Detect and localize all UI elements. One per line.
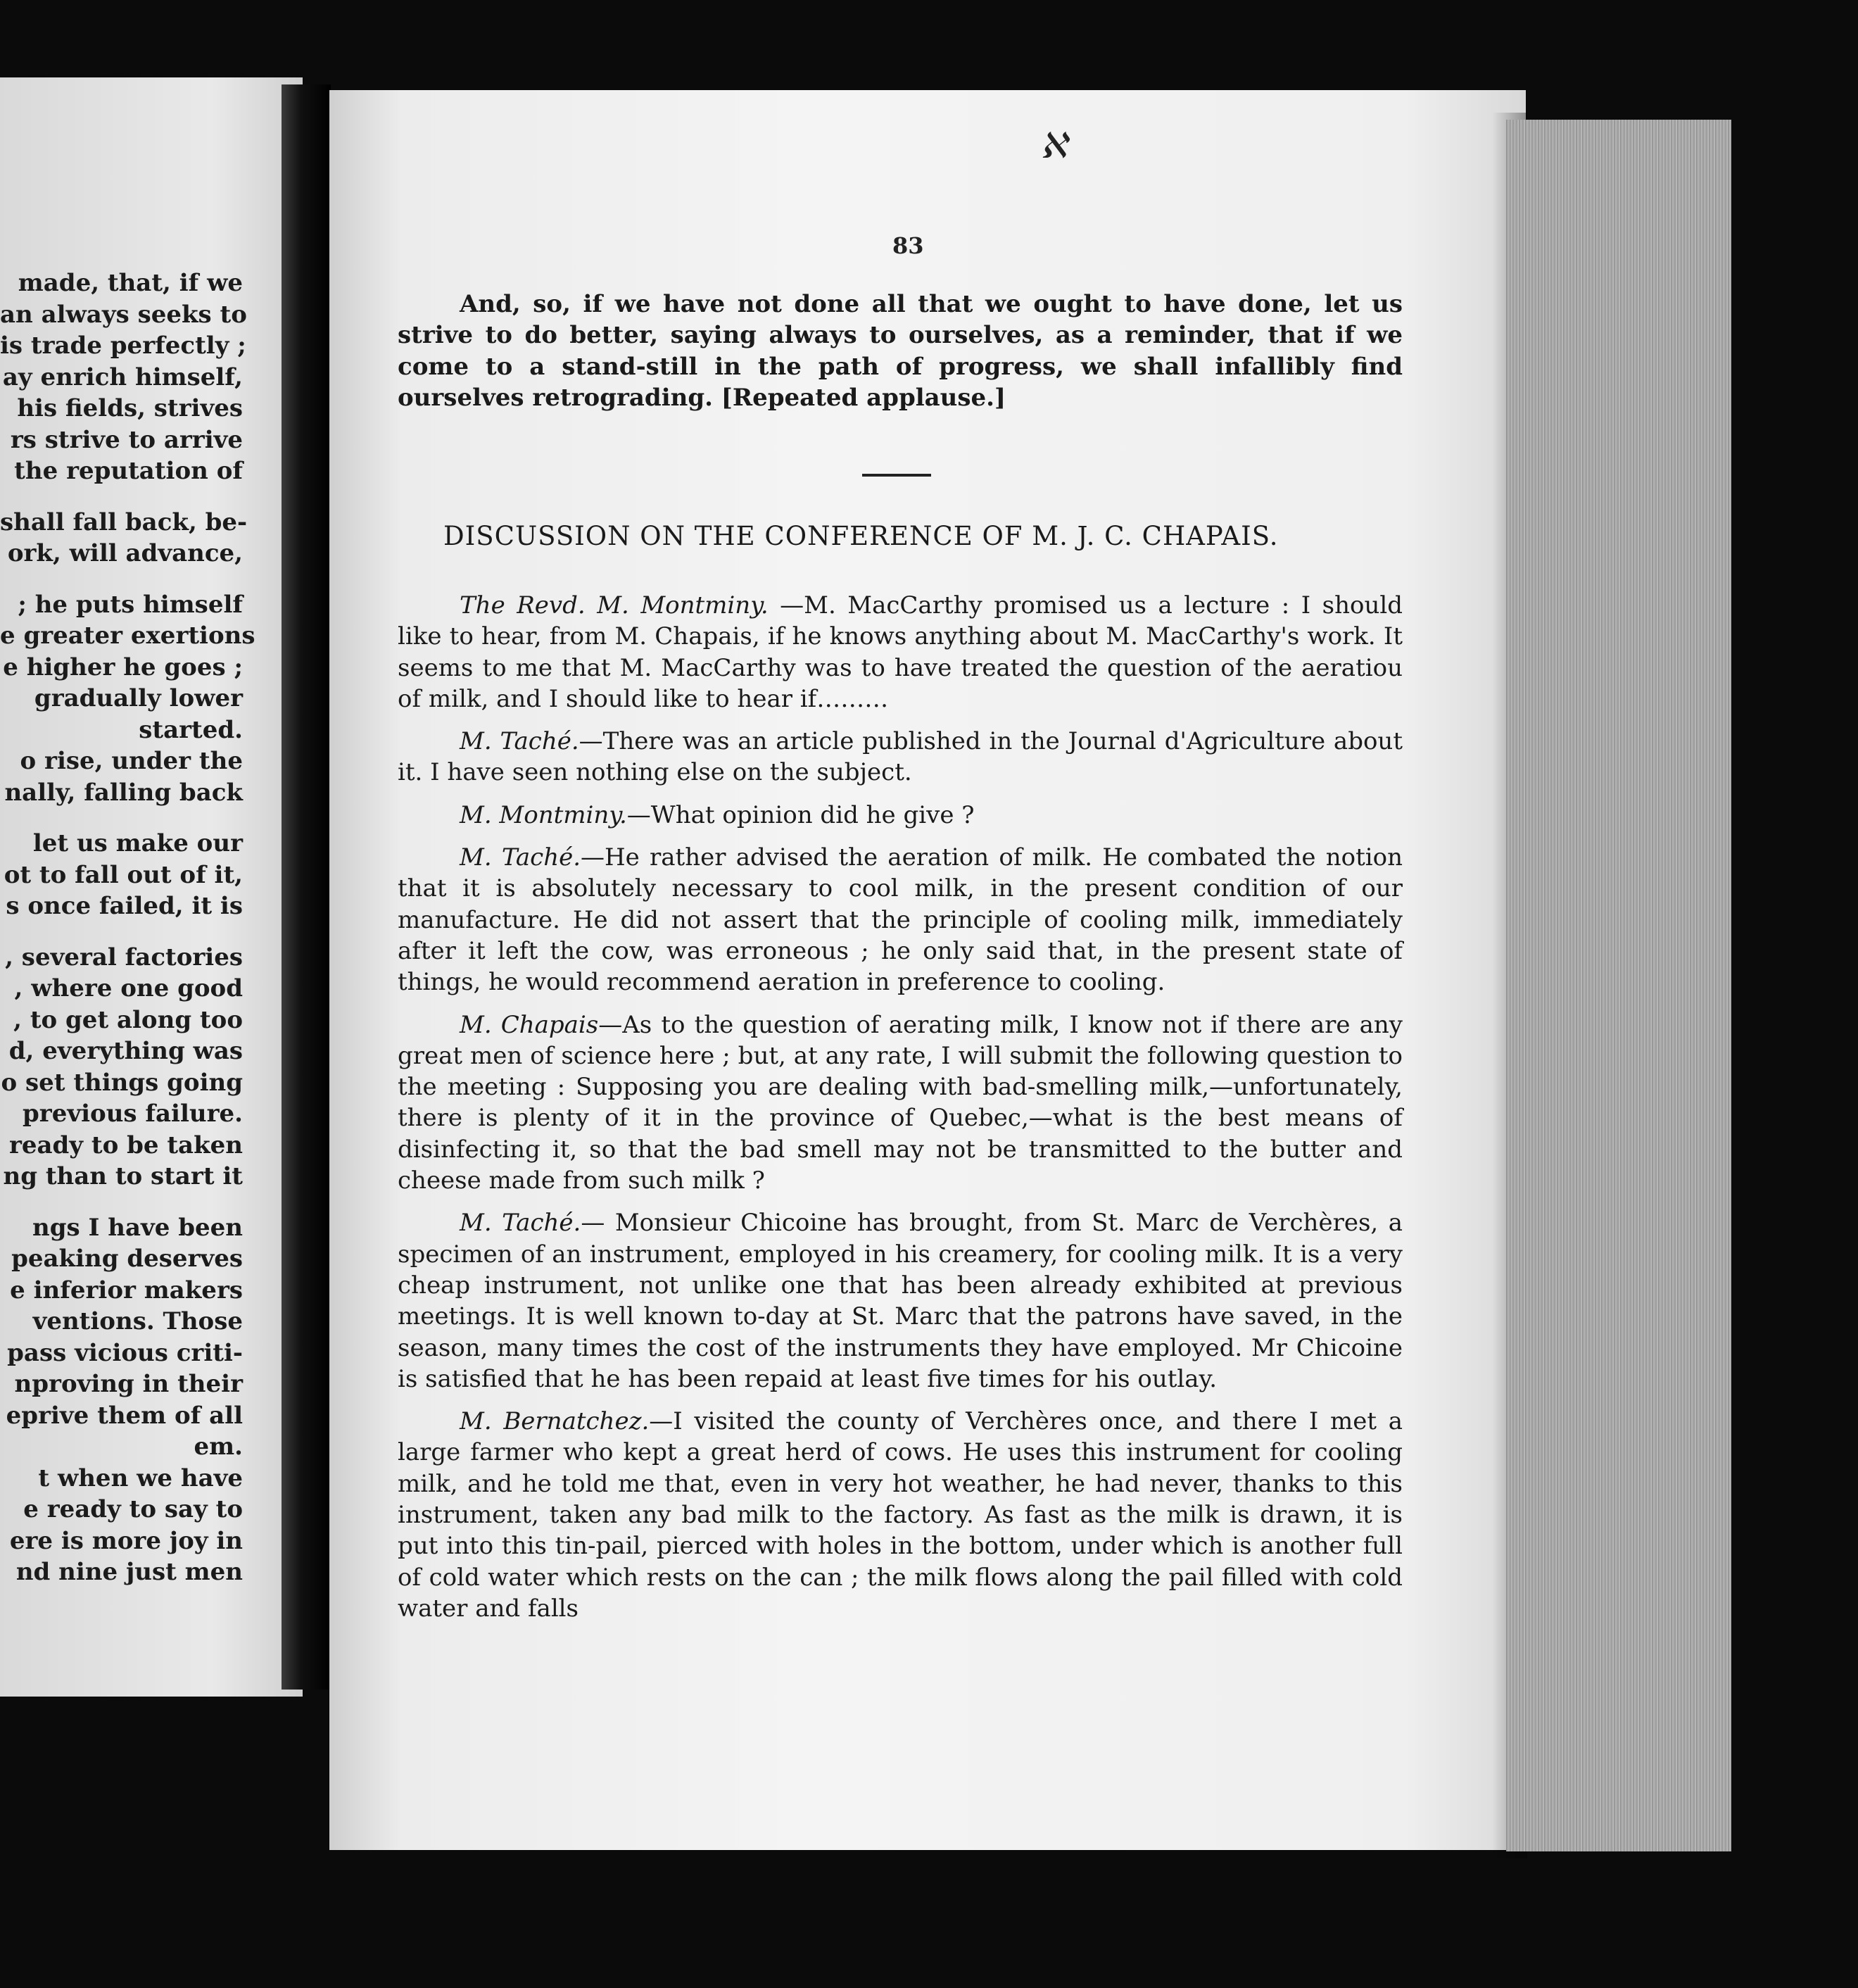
left-page-line: pass vicious criti- (7, 1338, 243, 1367)
left-page-line: e ready to say to (23, 1495, 243, 1523)
left-page-line: d, everything was (8, 1037, 243, 1065)
left-page-line: nd nine just men (15, 1558, 243, 1586)
discussion-paragraph (398, 1406, 1403, 1624)
speaker-text: —He rather advised the aeration of milk. He combated the notion that it is absolutely necessary to cool milk, in the present condition of our manufacture. He did not assert that the principle of cooling milk, immediately after it left the cow, was erroneous ; he only said that, in the present state of things, he would recommend aeration in preference to cooling. (398, 843, 1403, 997)
discussion-paragraph (398, 726, 1403, 788)
left-page-line: ere is more joy in (9, 1526, 243, 1555)
left-page-line: his fields, strives (17, 394, 243, 422)
left-page-line: nally, falling back (4, 778, 243, 807)
left-page (0, 77, 303, 1697)
speaker-name: M. Montminy. (460, 800, 627, 829)
left-page-line: let us make our (32, 829, 243, 857)
left-page-line: ot to fall out of it, (4, 860, 243, 889)
left-page-line: , to get along too (13, 1005, 243, 1034)
discussion-paragraph (398, 590, 1403, 715)
discussion-paragraph (398, 1009, 1403, 1197)
speaker-name: M. Taché. (460, 1209, 581, 1238)
left-page-line: peaking deserves (11, 1245, 243, 1273)
left-page-line (0, 808, 243, 828)
section-rule (862, 474, 931, 477)
intro-paragraph (398, 289, 1403, 413)
left-page-line: e inferior makers (10, 1276, 243, 1304)
left-page-line: e higher he goes ; (3, 653, 243, 681)
left-page-line (0, 922, 243, 942)
speaker-text: —As to the question of aerating milk, I know not if there are any great men of science here ; but, at any rate, I will submit the following question to the meeting : Supposing you are dealing with bad-smelling milk,—unfortunately, there is plenty of it in the province of Quebec,—what is the best means of disinfecting it, so that the bad smell may not be transmitted to the butter and cheese made from such milk ? (398, 1010, 1403, 1195)
speaker-text: —What opinion did he give ? (626, 800, 975, 829)
left-page-line: is trade perfectly ; (0, 332, 246, 360)
left-page-line: eprive them of all (6, 1401, 243, 1430)
speaker-name: M. Bernatchez. (460, 1407, 650, 1436)
book-gutter (282, 84, 331, 1690)
speaker-text: — Monsieur Chicoine has brought, from St. Marc de Verchères, a specimen of an instrument, employed in his creamery, for cooling milk. It is a very cheap instrument, not unlike one that has been already exhibited at previous meetings. It is well known to-day at St. Marc that the patrons have saved, in the season, many times the cost of the instruments they have employed. Mr Chicoine is satisfied that he has been repaid at least five times for his outlay. (398, 1209, 1403, 1393)
left-page-line (0, 1193, 243, 1212)
speaker-name: M. Chapais (460, 1010, 599, 1039)
left-page-line: ventions. Those (32, 1307, 243, 1335)
left-page-line: o rise, under the (20, 747, 243, 775)
left-page-text (0, 268, 255, 1588)
intro-text: And, so, if we have not done all that we ought to have done, let us strive to do better, saying always to ourselves, as a reminder, that if we come to a stand-still in the path of progress, we shall infallibly find ourselves retrograding. [Repeated applause.] (398, 290, 1403, 412)
left-page-line: t when we have (38, 1464, 243, 1492)
speaker-text: —I visited the county of Verchères once, and there I met a large farmer who kept a great herd of cows. He uses this instrument for cooling milk, and he told me that, even in very hot weather, he had never, thanks to this instrument, taken any bad milk to the factory. As fast as the milk is drawn, it is put into this tin-pail, pierced with holes in the bottom, under which is another full of cold water which rests on the can ; the milk flows along the pail filled with cold water and falls (398, 1407, 1403, 1623)
left-page-line: , where one good (14, 974, 243, 1002)
left-page-line: the reputation of (14, 457, 243, 485)
speaker-name: M. Taché. (460, 727, 579, 756)
left-page-line: , several factories (5, 943, 243, 971)
speaker-name: M. Taché. (460, 843, 581, 872)
left-page-line: ready to be taken (8, 1131, 243, 1159)
left-page-line (0, 487, 243, 507)
left-page-line: em. (194, 1433, 243, 1461)
left-page-line (0, 570, 243, 589)
section-heading: DISCUSSION ON THE CONFERENCE OF M. J. C. CHAPAIS. (443, 521, 1279, 551)
speaker-text: —There was an article published in the Journal d'Agriculture about it. I have seen nothing else on the subject. (398, 727, 1403, 787)
left-page-line: an always seeks to (0, 300, 247, 329)
left-page-line: ay enrich himself, (2, 363, 243, 391)
book-page-edges (1506, 120, 1731, 1851)
discussion-paragraph (398, 1207, 1403, 1395)
speaker-name: The Revd. M. Montminy. (460, 591, 769, 619)
left-page-line: made, that, if we (18, 269, 243, 297)
left-page-line: s once failed, it is (6, 892, 243, 920)
discussion-paragraph (398, 842, 1403, 998)
left-page-line: o set things going (1, 1068, 243, 1097)
left-page-line: previous failure. (23, 1100, 243, 1128)
left-page-line: e greater exertions (0, 622, 255, 650)
left-page-line: ngs I have been (32, 1213, 243, 1242)
handwritten-mark: ℵ (1040, 125, 1067, 166)
speaker-text: —M. MacCarthy promised us a lecture : I should like to hear, from M. Chapais, if he knows anything about M. MacCarthy's work. It seems to me that M. MacCarthy was to have treated the question of the aeratiou of milk, and I should like to hear if……… (398, 591, 1403, 713)
left-page-line: ; he puts himself (18, 590, 243, 619)
left-page-line: shall fall back, be- (0, 508, 248, 536)
page-number: 83 (892, 232, 924, 259)
discussion-body (398, 590, 1403, 1635)
left-page-line: rs strive to arrive (10, 425, 243, 454)
left-page-line: ork, will advance, (7, 539, 243, 567)
left-page-line: ng than to start it (3, 1162, 243, 1190)
discussion-paragraph (398, 800, 1403, 831)
left-page-line: gradually lower (34, 684, 243, 712)
left-page-line: nproving in their (14, 1370, 243, 1398)
left-page-line: started. (139, 715, 243, 744)
